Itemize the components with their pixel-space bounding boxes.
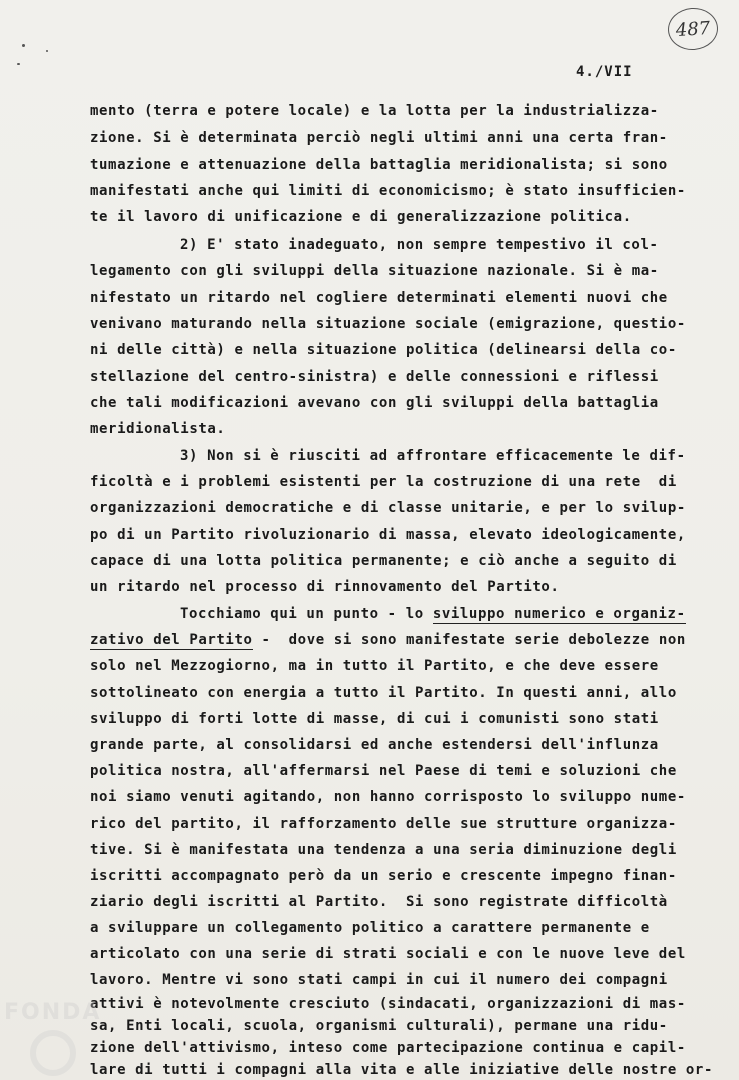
text-line: te il lavoro di unificazione e di generalizzazione politica. (90, 209, 632, 225)
text-line: 2) E' stato inadeguato, non sempre tempestivo il col- (180, 237, 659, 253)
text-line: attivi è notevolmente cresciuto (sindacati, organizzazioni di mas- (90, 996, 686, 1012)
text-line: lare di tutti i compagni alla vita e alle iniziative delle nostre or- (90, 1062, 713, 1078)
archive-stamp: 487 (667, 6, 720, 51)
text-line: solo nel Mezzogiorno, ma in tutto il Partito, e che deve essere (90, 658, 659, 674)
text-fragment: Tocchiamo qui un punto - lo (180, 606, 433, 622)
text-line: a sviluppare un collegamento politico a carattere permanente e (90, 920, 650, 936)
underlined-phrase: zativo del Partito (90, 632, 253, 648)
text-line: noi siamo venuti agitando, non hanno corrisposto lo sviluppo nume- (90, 789, 686, 805)
text-line: meridionalista. (90, 421, 226, 437)
text-line: 3) Non si è riusciti ad affrontare efficacemente le dif- (180, 448, 686, 464)
text-line (180, 606, 686, 622)
text-line: mento (terra e potere locale) e la lotta per la industrializza- (90, 103, 659, 119)
underlined-phrase: sviluppo numerico e organiz- (432, 606, 686, 622)
text-line: stellazione del centro-sinistra) e delle connessioni e riflessi (90, 369, 659, 385)
text-line: grande parte, al consolidarsi ed anche estendersi dell'influnza (90, 737, 659, 753)
text-line: organizzazioni democratiche e di classe unitarie, e per lo svilup- (90, 500, 686, 516)
text-line: tive. Si è manifestata una tendenza a una seria diminuzione degli (90, 842, 677, 858)
text-line: iscritti accompagnato però da un serio e crescente impegno finan- (90, 868, 677, 884)
watermark-logo (30, 1030, 76, 1076)
text-line: lavoro. Mentre vi sono stati campi in cui il numero dei compagni (90, 972, 668, 988)
text-line: zione. Si è determinata perciò negli ultimi anni una certa fran- (90, 130, 668, 146)
text-line: sa, Enti locali, scuola, organismi culturali), permane una ridu- (90, 1018, 668, 1034)
text-line: capace di una lotta politica permanente; e ciò anche a seguito di (90, 553, 677, 569)
text-line: ni delle città) e nella situazione politica (delinearsi della co- (90, 342, 677, 358)
ink-speck (17, 63, 20, 65)
text-line: ficoltà e i problemi esistenti per la costruzione di una rete di (90, 474, 677, 490)
page-number: 4./VII (576, 64, 633, 80)
text-line: legamento con gli sviluppi della situazione nazionale. Si è ma- (90, 263, 659, 279)
text-line: venivano maturando nella situazione sociale (emigrazione, questio- (90, 316, 686, 332)
text-line: zione dell'attivismo, inteso come partecipazione continua e capil- (90, 1040, 686, 1056)
text-line: rico del partito, il rafforzamento delle sue strutture organizza- (90, 816, 677, 832)
text-line (90, 632, 686, 648)
text-line: nifestato un ritardo nel cogliere determinati elementi nuovi che (90, 290, 668, 306)
ink-speck (22, 44, 25, 47)
archive-watermark: FONDA (4, 1000, 102, 1025)
text-line: sviluppo di forti lotte di masse, di cui i comunisti sono stati (90, 711, 659, 727)
text-line: politica nostra, all'affermarsi nel Paese di temi e soluzioni che (90, 763, 677, 779)
text-line: manifestati anche qui limiti di economicismo; è stato insufficien- (90, 183, 686, 199)
text-line: un ritardo nel processo di rinnovamento del Partito. (90, 579, 560, 595)
text-line: ziario degli iscritti al Partito. Si sono registrate difficoltà (90, 894, 668, 910)
text-line: sottolineato con energia a tutto il Partito. In questi anni, allo (90, 685, 677, 701)
text-line: articolato con una serie di strati sociali e con le nuove leve del (90, 946, 686, 962)
ink-speck (46, 50, 48, 52)
text-line: che tali modificazioni avevano con gli sviluppi della battaglia (90, 395, 659, 411)
text-line: tumazione e attenuazione della battaglia meridionalista; si sono (90, 157, 668, 173)
text-line: po di un Partito rivoluzionario di massa, elevato ideologicamente, (90, 527, 686, 543)
text-fragment: - dove si sono manifestate serie debolezze non (252, 632, 686, 648)
